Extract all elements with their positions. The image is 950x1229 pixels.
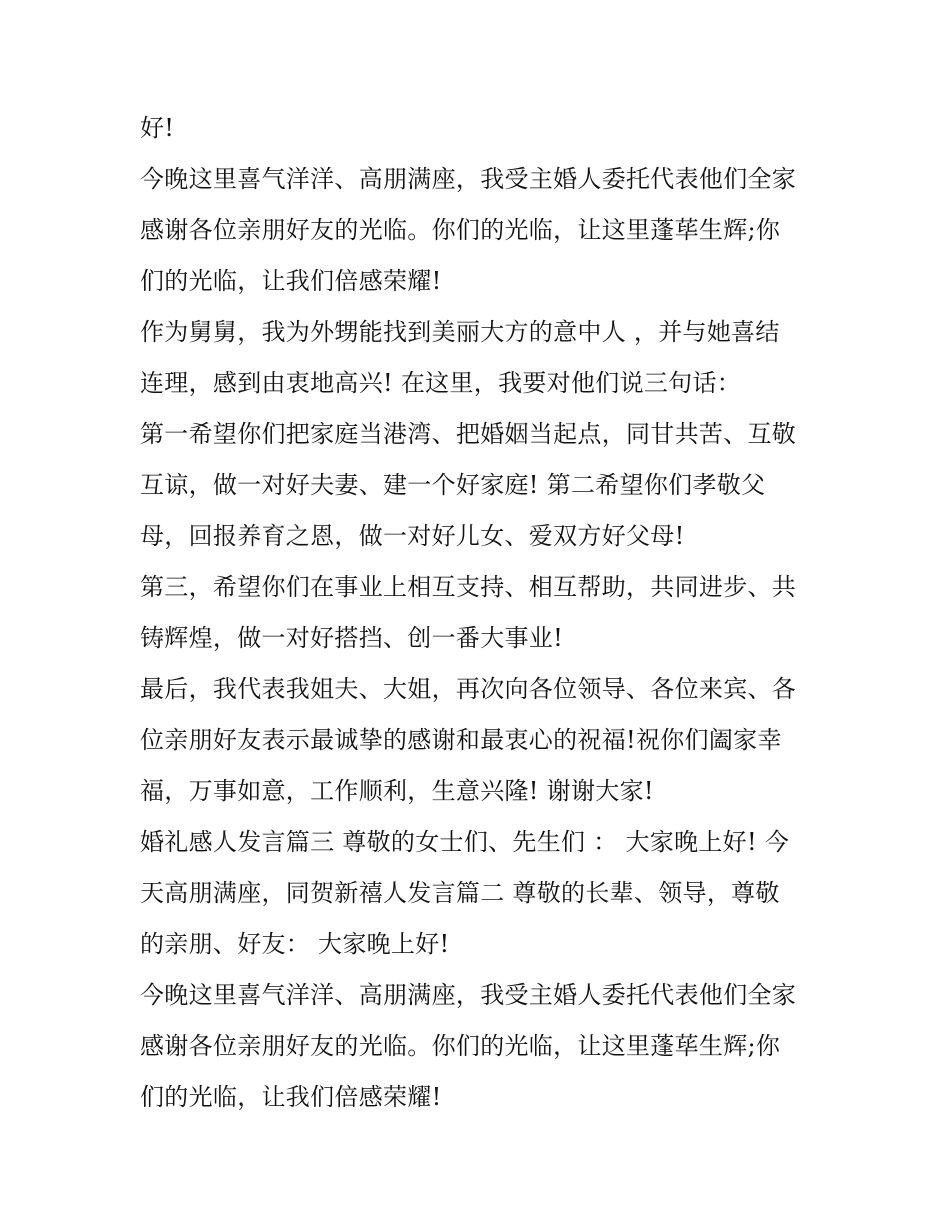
text-line: 铸辉煌，做一对好搭挡、创一番大事业! [140,624,564,652]
document-text-body [140,108,830,1128]
text-line: 最后，我代表我姐夫、大姐，再次向各位领导、各位来宾、各 [140,675,797,703]
text-line: 第三，希望你们在事业上相互支持、相互帮助，共同进步、共 [140,573,797,601]
text-line: 第一希望你们把家庭当港湾、把婚姻当起点，同甘共苦、互敬 [140,420,797,448]
text-line: 好! [140,114,175,142]
text-line: 们的光临，让我们倍感荣耀! [140,267,442,295]
text-line: 婚礼感人发言篇三 尊敬的女士们、先生们 ： 大家晚上好! 今 [140,828,790,856]
text-line: 们的光临，让我们倍感荣耀! [140,1083,442,1111]
text-line: 连理，感到由衷地高兴! 在这里，我要对他们说三句话： [140,369,742,397]
text-line: 福，万事如意，工作顺利，生意兴隆! 谢谢大家! [140,777,654,805]
text-line: 母，回报养育之恩，做一对好儿女、爱双方好父母! [140,522,685,550]
text-line: 今晚这里喜气洋洋、高朋满座，我受主婚人委托代表他们全家 [140,165,797,193]
text-line: 天高朋满座，同贺新禧人发言篇二 尊敬的长辈、领导，尊敬 [140,879,780,907]
text-line: 今晚这里喜气洋洋、高朋满座，我受主婚人委托代表他们全家 [140,981,797,1009]
text-line: 的亲朋、好友： 大家晚上好! [140,930,450,958]
text-line: 感谢各位亲朋好友的光临。你们的光临，让这里蓬荜生辉;你 [140,216,781,244]
text-line: 互谅，做一对好夫妻、建一个好家庭! 第二希望你们孝敬父 [140,471,766,499]
text-line: 位亲朋好友表示最诚挚的感谢和最衷心的祝福!祝你们阖家幸 [140,726,782,754]
text-line: 感谢各位亲朋好友的光临。你们的光临，让这里蓬荜生辉;你 [140,1032,781,1060]
text-line: 作为舅舅，我为外甥能找到美丽大方的意中人 ，并与她喜结 [140,318,780,346]
